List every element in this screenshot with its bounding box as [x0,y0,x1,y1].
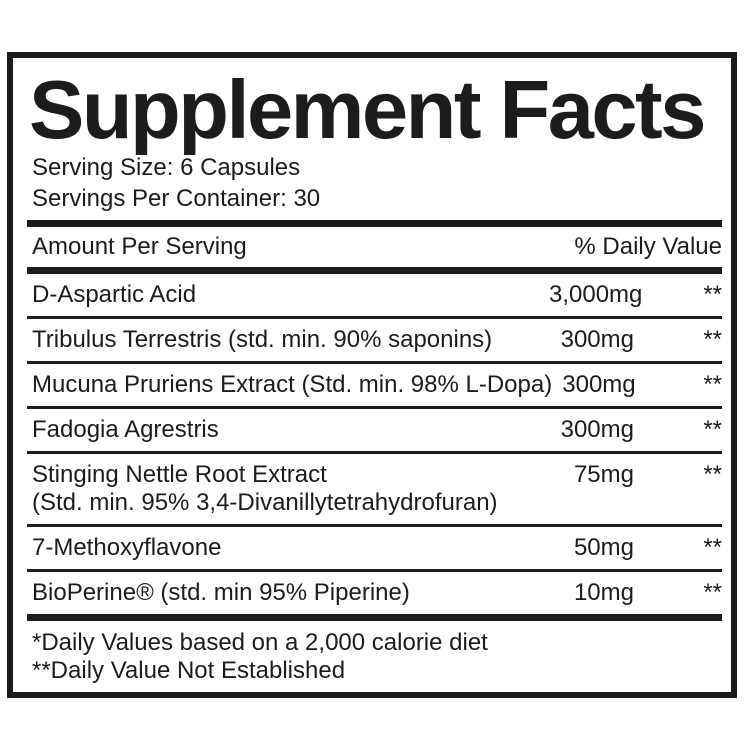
ingredient-amount: 300mg [562,371,636,398]
table-row [27,319,722,364]
ingredient-amount: 300mg [560,416,634,443]
ingredient-daily-value: ** [703,416,722,443]
supplement-facts-panel [7,52,737,698]
panel-title: Supplement Facts [29,63,704,156]
ingredient-name [27,461,549,517]
ingredient-daily-value: ** [703,371,722,398]
ingredient-name: Tribulus Terrestris (std. min. 90% saponins) [32,326,493,353]
thick-rule-footer [27,614,722,621]
ingredient-amount: 50mg [573,534,634,561]
ingredient-name-line2: (Std. min. 95% 3,4-Divanillytetrahydrofuran) [32,489,498,516]
ingredient-daily-value: ** [703,281,722,308]
serving-info [27,152,722,214]
footnote-daily-values: *Daily Values based on a 2,000 calorie diet [32,629,488,656]
amount-per-serving-header: Amount Per Serving [32,233,247,260]
ingredient-amount: 75mg [573,461,634,488]
table-row [27,572,722,614]
ingredient-name: Fadogia Agrestris [32,416,219,443]
thick-rule-header [27,267,722,274]
daily-value-header: % Daily Value [574,233,722,260]
column-header-row [27,227,722,267]
ingredient-amount: 3,000mg [549,281,643,308]
ingredient-name: 7-Methoxyflavone [32,534,222,561]
footnotes [27,621,722,685]
ingredient-amount: 300mg [560,326,634,353]
table-row [27,274,722,319]
servings-per-container: Servings Per Container: 30 [32,185,321,212]
ingredient-name: D-Aspartic Acid [32,281,197,308]
ingredient-amount: 10mg [573,579,634,606]
ingredient-daily-value: ** [703,579,722,606]
ingredient-daily-value: ** [703,534,722,561]
ingredient-name: Mucuna Pruriens Extract (Std. min. 98% L-Dopa) [32,371,553,398]
thick-rule-top [27,220,722,227]
serving-size: Serving Size: 6 Capsules [32,154,301,181]
table-row [27,454,722,527]
table-row [27,364,722,409]
ingredient-daily-value: ** [703,326,722,353]
ingredient-name: BioPerine® (std. min 95% Piperine) [32,579,410,606]
table-row [27,409,722,454]
footnote-not-established: **Daily Value Not Established [32,657,346,684]
ingredient-name-line1: Stinging Nettle Root Extract [32,461,327,488]
ingredient-daily-value: ** [703,461,722,488]
table-row [27,527,722,572]
